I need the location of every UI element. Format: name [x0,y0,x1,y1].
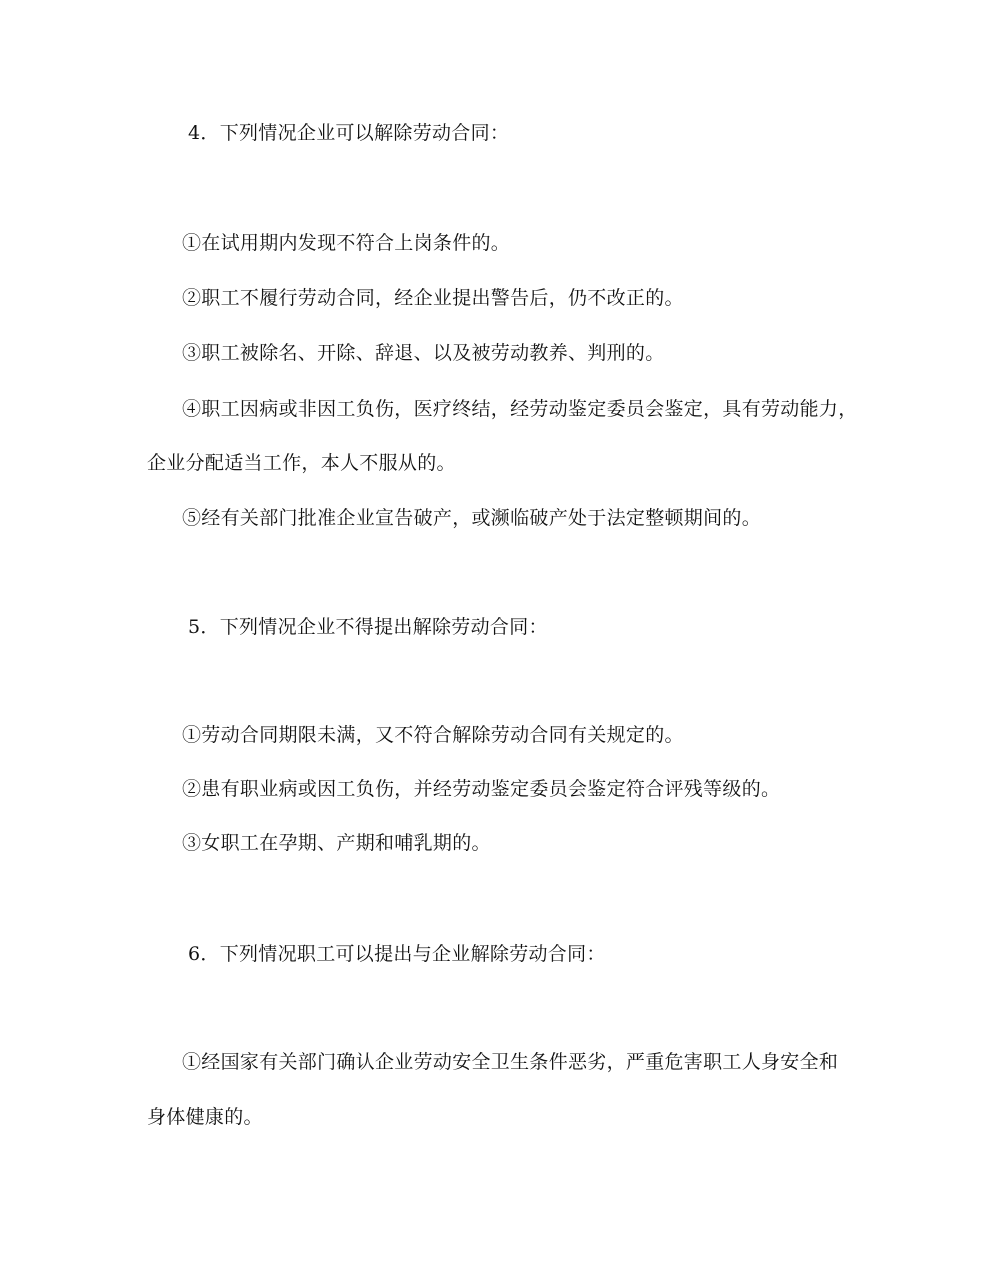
section-4-heading: 4．下列情况企业可以解除劳动合同： [188,122,510,144]
section-5-heading: 5．下列情况企业不得提出解除劳动合同： [188,616,548,638]
section-5-item-1: ①劳动合同期限未满，又不符合解除劳动合同有关规定的。 [182,724,684,746]
section-4-item-2: ②职工不履行劳动合同，经企业提出警告后，仍不改正的。 [182,287,684,309]
section-6-heading: 6．下列情况职工可以提出与企业解除劳动合同： [188,943,606,965]
section-4-item-4: ④职工因病或非因工负伤，医疗终结，经劳动鉴定委员会鉴定，具有劳动能力， [182,398,858,420]
section-4-item-3: ③职工被除名、开除、辞退、以及被劳动教养、判刑的。 [182,342,665,364]
section-5-item-3: ③女职工在孕期、产期和哺乳期的。 [182,832,491,854]
section-6-item-1-continuation: 身体健康的。 [147,1106,263,1128]
section-4-item-5: ⑤经有关部门批准企业宣告破产，或濒临破产处于法定整顿期间的。 [182,507,762,529]
section-6-item-1: ①经国家有关部门确认企业劳动安全卫生条件恶劣，严重危害职工人身安全和 [182,1051,839,1073]
section-4-item-4-continuation: 企业分配适当工作，本人不服从的。 [147,452,456,474]
section-4-item-1: ①在试用期内发现不符合上岗条件的。 [182,232,511,254]
section-5-item-2: ②患有职业病或因工负伤，并经劳动鉴定委员会鉴定符合评残等级的。 [182,778,781,800]
